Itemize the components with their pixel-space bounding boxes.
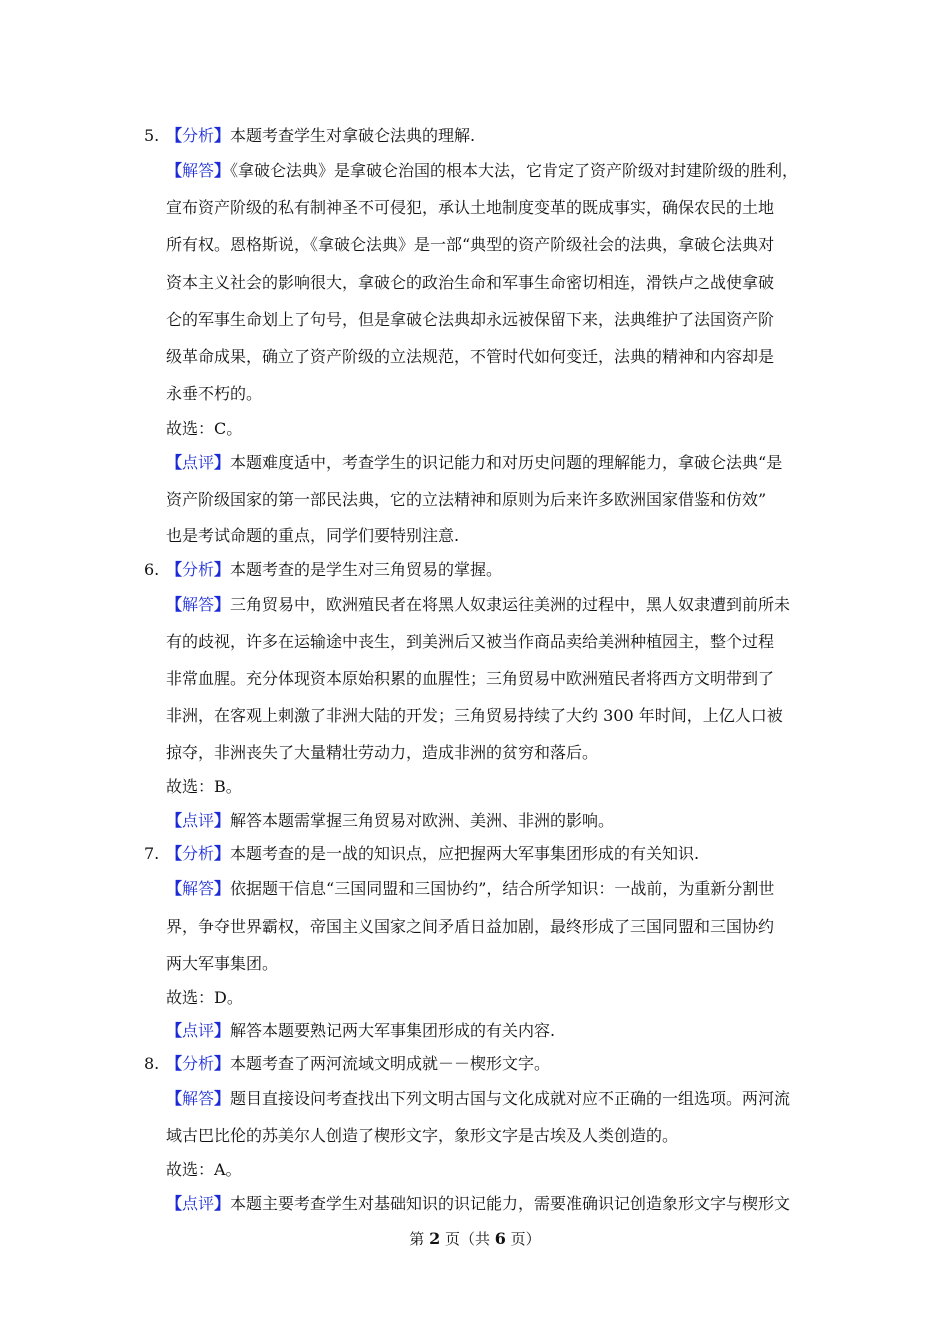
item-8-choice: 故选：A。 xyxy=(166,1160,242,1179)
analysis-text: 本题考查了两河流域文明成就－－楔形文字。 xyxy=(230,1054,551,1073)
answer-line: 非常血腥。充分体现资本原始积累的血腥性；三角贸易中欧洲殖民者将西方文明带到了 xyxy=(166,669,775,688)
comment-tag: 【点评】 xyxy=(166,1194,231,1213)
comment-tag: 【点评】 xyxy=(166,453,231,472)
comment-text: 解答本题要熟记两大军事集团形成的有关内容. xyxy=(230,1021,556,1040)
answer-line: 宣布资产阶级的私有制神圣不可侵犯，承认土地制度变革的既成事实，确保农民的土地 xyxy=(166,198,775,217)
item-6-analysis xyxy=(166,559,502,581)
answer-tag: 【解答】 xyxy=(166,1089,231,1108)
answer-line: 资本主义社会的影响很大，拿破仑的政治生命和军事生命密切相连，滑铁卢之战使拿破 xyxy=(166,273,775,292)
answer-line: 仑的军事生命划上了句号，但是拿破仑法典却永远被保留下来，法典维护了法国资产阶 xyxy=(166,310,775,329)
current-page-number: 2 xyxy=(429,1229,441,1248)
answer-line: 所有权。恩格斯说，《拿破仑法典》是一部“典型的资产阶级社会的法典，拿破仑法典对 xyxy=(166,235,775,254)
answer-tag: 【解答】 xyxy=(166,161,231,180)
answer-line: 有的歧视，许多在运输途中丧生，到美洲后又被当作商品卖给美洲种植园主，整个过程 xyxy=(166,632,775,651)
comment-text: 解答本题需掌握三角贸易对欧洲、美洲、非洲的影响。 xyxy=(230,811,615,830)
answer-line: 永垂不朽的。 xyxy=(166,384,263,403)
comment-text: 本题主要考查学生对基础知识的识记能力，需要准确识记创造象形文字与楔形文 xyxy=(230,1194,791,1213)
item-5-answer xyxy=(166,160,798,182)
answer-line: 级革命成果，确立了资产阶级的立法规范，不管时代如何变迁，法典的精神和内容却是 xyxy=(166,347,775,366)
item-6-comment xyxy=(166,810,614,832)
item-7-number: 7. xyxy=(144,844,160,863)
answer-line: 域古巴比伦的苏美尔人创造了楔形文字，象形文字是古埃及人类创造的。 xyxy=(166,1126,679,1145)
answer-text: 《拿破仑法典》是拿破仑治国的根本大法，它肯定了资产阶级对封建阶级的胜利， xyxy=(230,161,799,180)
comment-tag: 【点评】 xyxy=(166,1021,231,1040)
analysis-tag: 【分析】 xyxy=(166,844,231,863)
item-5-number: 5. xyxy=(144,126,160,145)
answer-tag: 【解答】 xyxy=(166,595,231,614)
answer-line: 非洲，在客观上刺激了非洲大陆的开发；三角贸易持续了大约 300 年时间，上亿人口被 xyxy=(166,706,783,725)
item-6-number: 6. xyxy=(144,560,160,579)
item-8-number: 8. xyxy=(144,1054,160,1073)
answer-line: 界，争夺世界霸权，帝国主义国家之间矛盾日益加剧，最终形成了三国同盟和三国协约 xyxy=(166,917,775,936)
item-6-answer xyxy=(166,594,790,616)
item-7-choice: 故选：D。 xyxy=(166,988,243,1007)
item-7-comment xyxy=(166,1020,555,1042)
item-7-answer xyxy=(166,878,774,900)
answer-line: 掠夺，非洲丧失了大量精壮劳动力，造成非洲的贫穷和落后。 xyxy=(166,743,599,762)
item-5-comment xyxy=(166,452,782,474)
analysis-text: 本题考查的是学生对三角贸易的掌握。 xyxy=(230,560,503,579)
answer-text: 题目直接设问考查找出下列文明古国与文化成就对应不正确的一组选项。两河流 xyxy=(230,1089,791,1108)
item-8-analysis xyxy=(166,1053,550,1075)
item-7-analysis xyxy=(166,843,699,865)
item-5-analysis xyxy=(166,125,475,147)
analysis-text: 本题考查的是一战的知识点，应把握两大军事集团形成的有关知识. xyxy=(230,844,700,863)
item-5-choice: 故选：C。 xyxy=(166,419,243,438)
analysis-text: 本题考查学生对拿破仑法典的理解. xyxy=(230,126,476,145)
analysis-tag: 【分析】 xyxy=(166,1054,231,1073)
item-6-choice: 故选：B。 xyxy=(166,777,242,796)
comment-tag: 【点评】 xyxy=(166,811,231,830)
total-pages: 6 xyxy=(494,1229,506,1248)
analysis-tag: 【分析】 xyxy=(166,126,231,145)
comment-line: 资产阶级国家的第一部民法典，它的立法精神和原则为后来许多欧洲国家借鉴和仿效” xyxy=(166,490,767,509)
item-8-comment xyxy=(166,1193,790,1215)
answer-tag: 【解答】 xyxy=(166,879,231,898)
comment-text: 本题难度适中，考查学生的识记能力和对历史问题的理解能力，拿破仑法典“是 xyxy=(230,453,783,472)
comment-line: 也是考试命题的重点，同学们要特别注意. xyxy=(166,526,460,545)
answer-line: 两大军事集团。 xyxy=(166,954,279,973)
analysis-tag: 【分析】 xyxy=(166,560,231,579)
page-footer: 第 2 页（共 6 页） xyxy=(409,1229,541,1248)
item-8-answer xyxy=(166,1088,790,1110)
answer-text: 依据题干信息“三国同盟和三国协约”，结合所学知识：一战前，为重新分割世 xyxy=(230,879,775,898)
answer-text: 三角贸易中，欧洲殖民者在将黑人奴隶运往美洲的过程中，黑人奴隶遭到前所未 xyxy=(230,595,791,614)
